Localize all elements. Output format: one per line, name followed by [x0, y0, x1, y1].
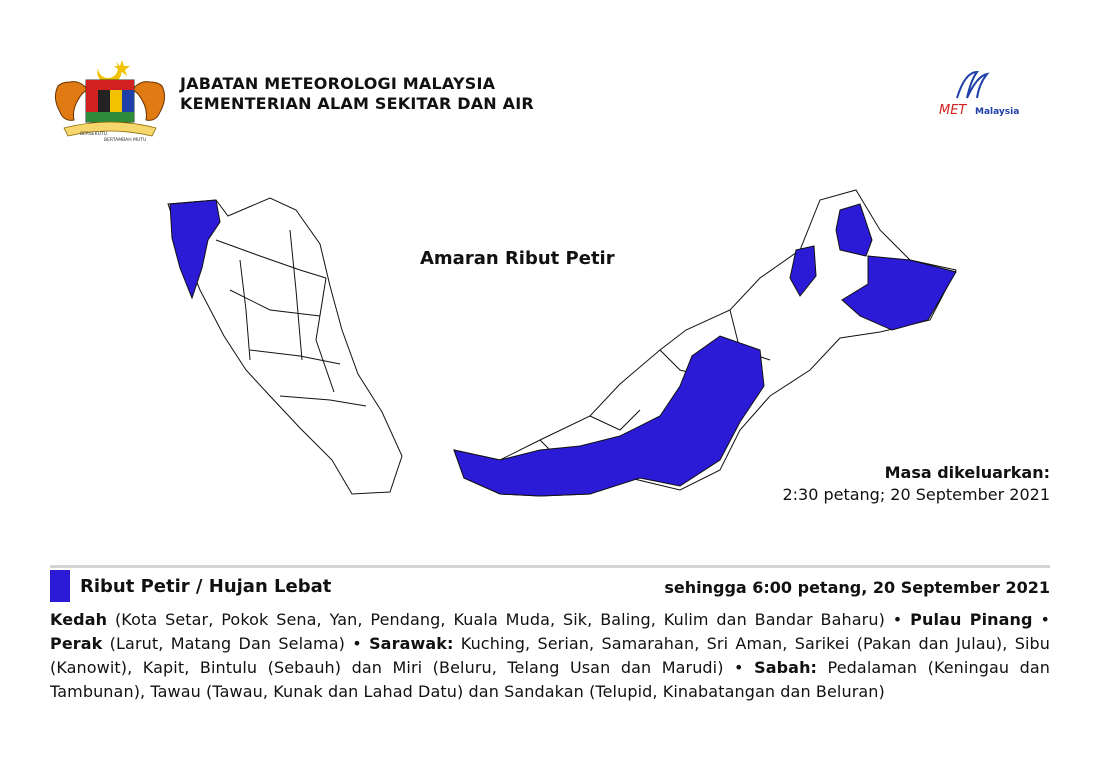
- area-state: Sarawak:: [369, 634, 454, 653]
- sabah-highlight-north: [836, 204, 872, 256]
- agency-header: [180, 74, 534, 114]
- area-state: Kedah: [50, 610, 108, 629]
- malaysia-coat-of-arms-logo: [50, 56, 170, 144]
- peninsula-borders: [216, 230, 366, 406]
- ministry-name: KEMENTERIAN ALAM SEKITAR DAN AIR: [180, 94, 534, 113]
- area-state: Pulau Pinang: [910, 610, 1033, 629]
- area-detail: Kuching, Serian, Samarahan, Sri Aman, Sarikei (Pakan dan Julau), Sibu (Kanowit), Kapit, Bintulu (Sebauh) dan Miri (Beluru, Telang Usan dan Marudi) •: [50, 634, 1050, 677]
- divider: [50, 565, 1050, 568]
- agency-name: JABATAN METEOROLOGI MALAYSIA: [180, 74, 496, 93]
- crest-motto-top: BERSEKUTU: [80, 132, 107, 137]
- legend-label: Ribut Petir / Hujan Lebat: [80, 576, 332, 597]
- area-detail: (Larut, Matang Dan Selama) •: [102, 634, 370, 653]
- sarawak-highlight: [454, 336, 764, 496]
- area-state: Sabah:: [754, 658, 818, 677]
- map-title: Amaran Ribut Petir: [420, 248, 615, 269]
- kedah-perak-highlight: [170, 200, 220, 298]
- sabah-highlight-east: [842, 256, 956, 330]
- area-detail: •: [1032, 610, 1050, 629]
- met-logo-text: MET: [939, 103, 967, 118]
- issued-time: [782, 462, 1050, 506]
- area-state: Perak: [50, 634, 103, 653]
- affected-areas: [50, 608, 1050, 704]
- met-malaysia-logo: [935, 68, 1047, 120]
- crest-motto-bottom: BERTAMBAH MUTU: [104, 138, 147, 143]
- sabah-highlight-keningau: [790, 246, 816, 296]
- area-detail: (Kota Setar, Pokok Sena, Yan, Pendang, Kuala Muda, Sik, Baling, Kulim dan Bandar Baharu) •: [107, 610, 911, 629]
- legend: [50, 570, 1050, 604]
- legend-valid-until: sehingga 6:00 petang, 20 September 2021: [664, 578, 1050, 597]
- area-detail: Pedalaman (Keningau dan Tambunan), Tawau (Tawau, Kunak dan Lahad Datu) dan Sandakan (Telupid, Kinabatangan dan Beluran): [50, 658, 1050, 701]
- met-logo-subtext: Malaysia: [975, 107, 1020, 117]
- issued-value: 2:30 petang; 20 September 2021: [782, 485, 1050, 504]
- legend-swatch: [50, 570, 70, 602]
- issued-label: Masa dikeluarkan:: [884, 463, 1050, 482]
